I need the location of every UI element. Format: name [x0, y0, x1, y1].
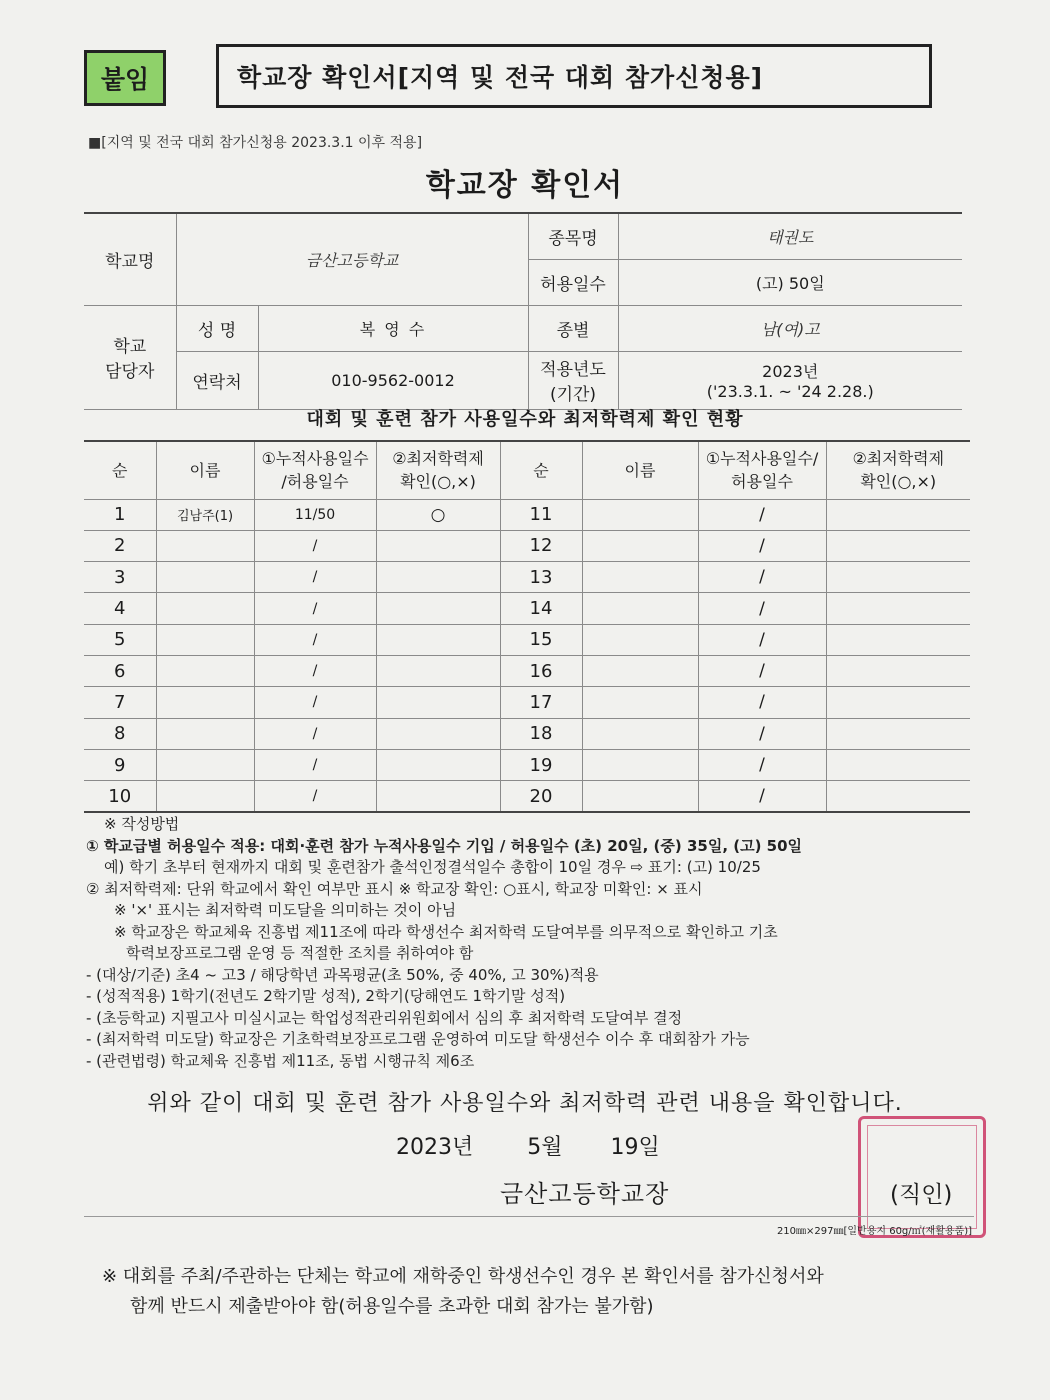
- row-no-left: 6: [84, 655, 156, 686]
- row-no-right: 15: [500, 624, 582, 655]
- table-row: [84, 624, 970, 655]
- contact-label: 연락처: [176, 351, 258, 409]
- header-no-right: 순: [500, 441, 582, 499]
- detail-5: - (관련법령) 학교체육 진흥법 제11조, 동법 시행규칙 제6조: [86, 1051, 475, 1070]
- school-info-table: [84, 212, 962, 410]
- row-check-left: [376, 687, 500, 718]
- header-used-left: [254, 441, 376, 499]
- header-used-right: [698, 441, 826, 499]
- row-check-right: [826, 562, 970, 593]
- table-row: [84, 562, 970, 593]
- note-2-b1: ※ 학교장은 학교체육 진흥법 제11조에 따라 학생선수 최저학력 도달여부를 의무적으로 확인하고 기초: [114, 922, 778, 941]
- row-check-right: [826, 530, 970, 561]
- row-name-right: [582, 624, 698, 655]
- event-value: 태권도: [618, 213, 962, 259]
- row-used-right: /: [698, 781, 826, 812]
- row-used-left: /: [254, 687, 376, 718]
- row-used-right: /: [698, 687, 826, 718]
- applicability-note: ■[지역 및 전국 대회 참가신청용 2023.3.1 이후 적용]: [88, 135, 423, 151]
- row-check-left: [376, 718, 500, 749]
- divider: [84, 1216, 974, 1217]
- row-check-left: [376, 530, 500, 561]
- row-check-right: [826, 687, 970, 718]
- row-no-right: 19: [500, 749, 582, 780]
- detail-1: - (대상/기준) 초4 ~ 고3 / 해당학년 과목평균(초 50%, 중 40%, 고 30%)적용: [86, 965, 599, 984]
- usage-table: [84, 440, 970, 813]
- detail-3: - (초등학교) 지필고사 미실시교는 학업성적관리위원회에서 심의 후 최저학력 도달여부 결정: [86, 1008, 683, 1027]
- row-used-left: /: [254, 749, 376, 780]
- date-month: 5월: [527, 1135, 563, 1160]
- instructions: [86, 814, 976, 1072]
- school-name-value: 금산고등학교: [176, 213, 528, 305]
- table-row: [84, 593, 970, 624]
- row-name-left: [156, 718, 254, 749]
- row-used-right: /: [698, 530, 826, 561]
- header-check-left: [376, 441, 500, 499]
- row-no-right: 11: [500, 499, 582, 530]
- row-check-right: [826, 781, 970, 812]
- table-row: [84, 718, 970, 749]
- row-no-right: 16: [500, 655, 582, 686]
- row-name-right: [582, 499, 698, 530]
- row-no-right: 12: [500, 530, 582, 561]
- row-check-left: [376, 593, 500, 624]
- period-label: [528, 351, 618, 409]
- period-value: [618, 351, 962, 409]
- period-label-line2: (기간): [549, 385, 597, 405]
- footer-note-line1: ※ 대회를 주최/주관하는 단체는 학교에 재학중인 학생선수인 경우 본 확인서를 참가신청서와: [102, 1266, 824, 1287]
- period-year: 2023년: [762, 362, 819, 381]
- row-used-right: /: [698, 593, 826, 624]
- detail-4: - (최저학력 미도달) 학교장은 기초학력보장프로그램 운영하여 미도달 학생선수 이수 후 대회참가 가능: [86, 1030, 750, 1048]
- header-no-left: 순: [84, 441, 156, 499]
- row-used-right: /: [698, 624, 826, 655]
- principal-signature-line: 금산고등학교장: [500, 1180, 670, 1208]
- row-check-right: [826, 499, 970, 530]
- page-title: 학교장 확인서: [425, 168, 625, 203]
- table-row: [84, 530, 970, 561]
- row-no-left: 7: [84, 687, 156, 718]
- note-2-a: ※ '×' 표시는 최저학력 미도달을 의미하는 것이 아님: [114, 901, 457, 919]
- note-1: ① 학교급별 허용일수 적용: 대회·훈련 참가 누적사용일수 기입 / 허용일수 (초) 20일, (중) 35일, (고) 50일: [86, 836, 803, 855]
- event-label: 종목명: [528, 213, 618, 259]
- row-no-right: 14: [500, 593, 582, 624]
- header-name-left: 이름: [156, 441, 254, 499]
- row-no-left: 3: [84, 562, 156, 593]
- row-used-left: /: [254, 781, 376, 812]
- attachment-badge: 붙임: [84, 50, 166, 106]
- signing-date: [396, 1130, 660, 1161]
- detail-2: - (성적적용) 1학기(전년도 2학기말 성적), 2학기(당해연도 1학기말 성적): [86, 987, 566, 1005]
- allowed-days-label: 허용일수: [528, 259, 618, 305]
- header-name-right: 이름: [582, 441, 698, 499]
- row-used-left: 11/50: [254, 499, 376, 530]
- row-used-left: /: [254, 624, 376, 655]
- row-used-left: /: [254, 718, 376, 749]
- row-name-right: [582, 687, 698, 718]
- row-no-left: 1: [84, 499, 156, 530]
- row-used-right: /: [698, 499, 826, 530]
- row-name-left: [156, 687, 254, 718]
- paper-spec: 210㎜×297㎜[일반용지 60g/㎡(재활용품)]: [776, 1226, 972, 1237]
- table-row: [84, 687, 970, 718]
- school-name-label: 학교명: [84, 213, 176, 305]
- row-used-left: /: [254, 562, 376, 593]
- row-check-left: [376, 624, 500, 655]
- table-row: [84, 499, 970, 530]
- row-check-left: [376, 781, 500, 812]
- row-name-left: [156, 749, 254, 780]
- row-name-right: [582, 530, 698, 561]
- row-check-left: [376, 749, 500, 780]
- row-no-right: 20: [500, 781, 582, 812]
- row-check-right: [826, 624, 970, 655]
- header-check-left-line2: 확인(○,×): [400, 472, 476, 492]
- confirmation-statement: 위와 같이 대회 및 훈련 참가 사용일수와 최저학력 관련 내용을 확인합니다.: [147, 1091, 903, 1116]
- manager-name-label: 성 명: [176, 305, 258, 351]
- gender-value: 남(여)고: [618, 305, 962, 351]
- header-check-right: [826, 441, 970, 499]
- manager-name-value: 복 영 수: [258, 305, 528, 351]
- row-used-left: /: [254, 593, 376, 624]
- header-used-left-line2: /허용일수: [281, 472, 349, 492]
- note-1-example: 예) 학기 초부터 현재까지 대회 및 훈련참가 출석인정결석일수 총합이 10일 경우 ⇨ 표기: (고) 10/25: [104, 858, 761, 876]
- row-check-right: [826, 718, 970, 749]
- footer-note-line2: 함께 반드시 제출받아야 함(허용일수를 초과한 대회 참가는 불가함): [130, 1296, 654, 1317]
- row-name-right: [582, 593, 698, 624]
- header-used-left-line1: ①누적사용일수: [261, 449, 369, 469]
- gender-label: 종별: [528, 305, 618, 351]
- row-used-right: /: [698, 655, 826, 686]
- section-title: 대회 및 훈련 참가 사용일수와 최저학력제 확인 현황: [306, 409, 744, 430]
- date-day: 19일: [610, 1135, 660, 1160]
- row-check-right: [826, 655, 970, 686]
- row-name-right: [582, 655, 698, 686]
- table-row: [84, 655, 970, 686]
- seal-mark: (직인): [890, 1182, 953, 1208]
- date-year: 2023년: [396, 1135, 474, 1160]
- manager-label: [84, 305, 176, 409]
- row-no-left: 9: [84, 749, 156, 780]
- note-2-b2: 학력보장프로그램 운영 등 적절한 조치를 취하여야 함: [126, 944, 474, 962]
- row-name-right: [582, 781, 698, 812]
- header-title: 학교장 확인서[지역 및 전국 대회 참가신청용]: [216, 44, 932, 108]
- row-no-left: 5: [84, 624, 156, 655]
- row-name-right: [582, 749, 698, 780]
- row-name-left: [156, 530, 254, 561]
- row-no-right: 17: [500, 687, 582, 718]
- row-check-left: [376, 655, 500, 686]
- table-row: [84, 781, 970, 812]
- row-check-right: [826, 593, 970, 624]
- row-no-left: 2: [84, 530, 156, 561]
- allowed-days-value: (고) 50일: [618, 259, 962, 305]
- manager-label-line1: 학교: [113, 337, 147, 357]
- row-no-left: 10: [84, 781, 156, 812]
- row-name-left: [156, 562, 254, 593]
- note-2: ② 최저학력제: 단위 학교에서 확인 여부만 표시 ※ 학교장 확인: ○표시, 학교장 미확인: × 표시: [86, 879, 703, 898]
- row-name-left: [156, 624, 254, 655]
- period-range: ('23.3.1. ~ '24 2.28.): [706, 382, 874, 401]
- row-no-right: 18: [500, 718, 582, 749]
- header-used-right-line1: ①누적사용일수/: [705, 449, 819, 469]
- row-name-left: [156, 593, 254, 624]
- row-no-left: 8: [84, 718, 156, 749]
- manager-label-line2: 담당자: [105, 362, 155, 382]
- header-check-left-line1: ②최저학력제: [392, 449, 484, 469]
- row-no-left: 4: [84, 593, 156, 624]
- row-name-left: [156, 781, 254, 812]
- table-row: [84, 749, 970, 780]
- row-name-left: [156, 655, 254, 686]
- row-used-left: /: [254, 530, 376, 561]
- period-label-line1: 적용년도: [540, 360, 606, 380]
- instructions-heading: ※ 작성방법: [104, 815, 180, 833]
- row-used-right: /: [698, 562, 826, 593]
- row-name-right: [582, 718, 698, 749]
- footer-note: [102, 1262, 972, 1322]
- header-check-right-line2: 확인(○,×): [860, 472, 937, 492]
- header-check-right-line1: ②최저학력제: [852, 449, 945, 469]
- row-name-left: 김남주(1): [156, 499, 254, 530]
- row-check-left: [376, 562, 500, 593]
- row-no-right: 13: [500, 562, 582, 593]
- header-used-right-line2: 허용일수: [731, 472, 793, 492]
- row-used-right: /: [698, 749, 826, 780]
- row-used-left: /: [254, 655, 376, 686]
- row-name-right: [582, 562, 698, 593]
- row-used-right: /: [698, 718, 826, 749]
- contact-value: 010-9562-0012: [258, 351, 528, 409]
- row-check-left: ○: [376, 499, 500, 530]
- row-check-right: [826, 749, 970, 780]
